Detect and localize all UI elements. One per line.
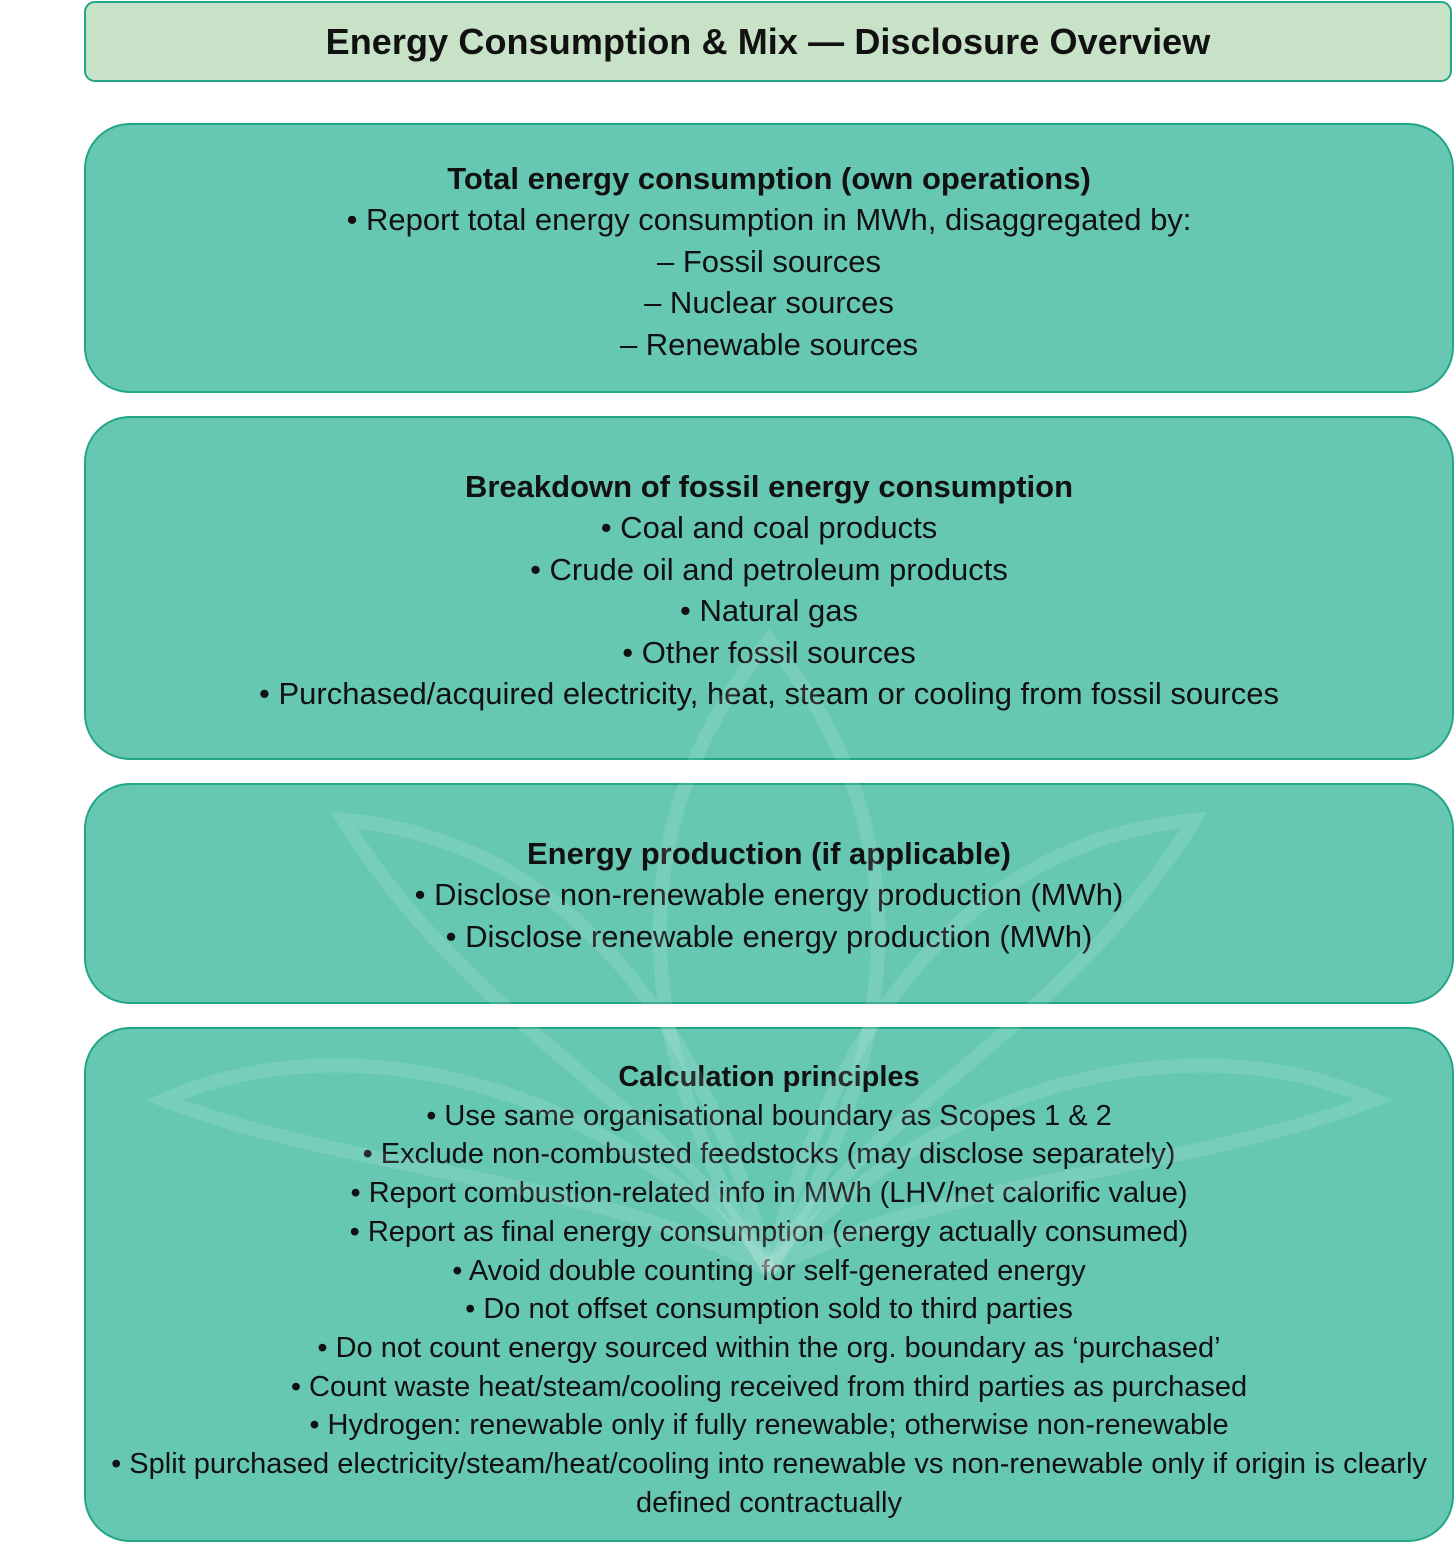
card-bullet: • Hydrogen: renewable only if fully renewable; otherwise non-renewable <box>309 1409 1229 1442</box>
calculation-principles-card <box>84 1027 1454 1542</box>
card-bullet: • Other fossil sources <box>622 634 916 670</box>
card-title: Total energy consumption (own operations) <box>447 161 1091 196</box>
card-sub-item: – Renewable sources <box>619 326 919 362</box>
card-title: Energy production (if applicable) <box>527 836 1011 871</box>
card-bullet: • Disclose renewable energy production (MWh) <box>445 918 1093 954</box>
diagram-title: Energy Consumption & Mix — Disclosure Overview <box>325 20 1211 62</box>
card-sub-item: – Fossil sources <box>657 243 881 279</box>
card-title: Breakdown of fossil energy consumption <box>464 469 1074 504</box>
diagram-title-box <box>84 1 1452 82</box>
card-sub-item: – Nuclear sources <box>644 285 894 320</box>
card-bullet: • Do not offset consumption sold to third parties <box>465 1293 1073 1326</box>
fossil-breakdown-card <box>84 416 1454 760</box>
card-bullet: • Report as final energy consumption (energy actually consumed) <box>349 1215 1189 1248</box>
card-bullet: • Purchased/acquired electricity, heat, steam or cooling from fossil sources <box>259 676 1279 711</box>
card-bullet: • Report combustion-related info in MWh (LHV/net calorific value) <box>350 1177 1188 1210</box>
card-bullet: • Coal and coal products <box>600 510 938 545</box>
card-bullet: • Do not count energy sourced within the org. boundary as ‘purchased’ <box>317 1331 1221 1364</box>
card-bullet: • Exclude non-combusted feedstocks (may disclose separately) <box>362 1138 1176 1171</box>
card-title: Calculation principles <box>618 1061 920 1093</box>
card-bullet: • Natural gas <box>680 593 858 628</box>
energy-production-card <box>84 783 1454 1004</box>
card-bullet: • Report total energy consumption in MWh, disaggregated by: <box>346 202 1192 237</box>
card-bullet: • Count waste heat/steam/cooling received from third parties as purchased <box>290 1370 1248 1403</box>
card-bullet: • Use same organisational boundary as Scopes 1 & 2 <box>426 1099 1112 1132</box>
card-bullet: • Avoid double counting for self-generated energy <box>452 1254 1086 1287</box>
total-energy-consumption-card <box>84 123 1454 393</box>
card-bullet: • Split purchased electricity/steam/heat/cooling into renewable vs non-renewable only if origin is clearly defined contractually <box>111 1448 1427 1519</box>
card-bullet: • Crude oil and petroleum products <box>530 551 1008 587</box>
card-bullet: • Disclose non-renewable energy production (MWh) <box>414 877 1124 912</box>
